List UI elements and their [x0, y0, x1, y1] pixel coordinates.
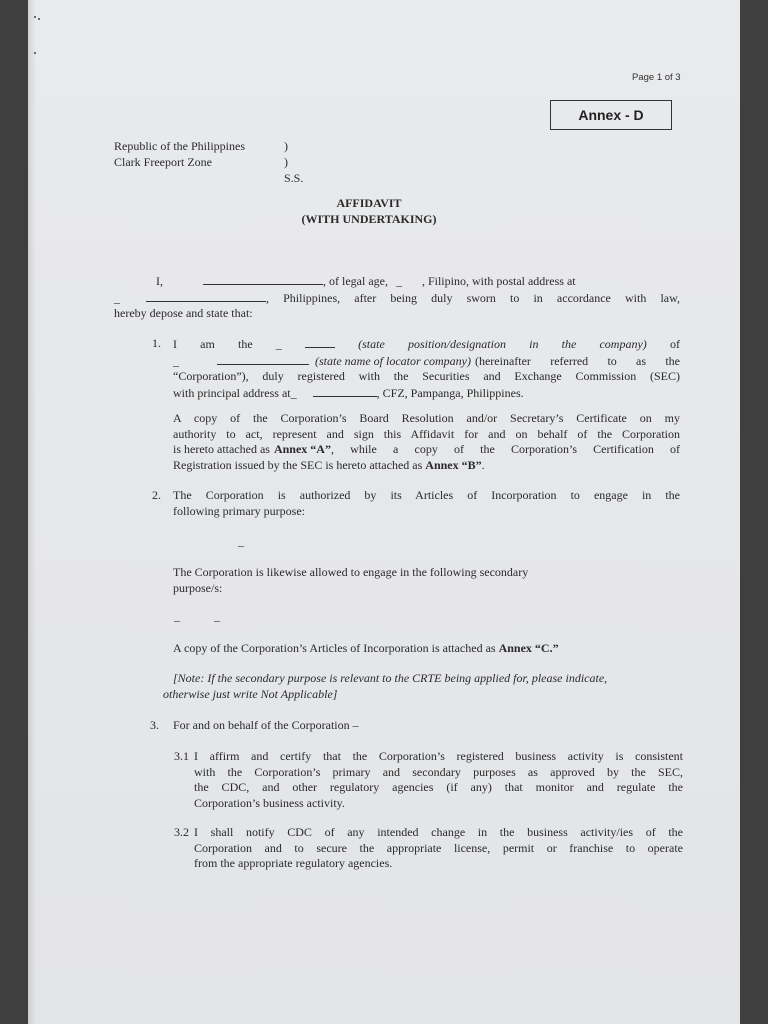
page-number: Page 1 of 3: [632, 72, 681, 83]
annex-label: [550, 100, 672, 130]
document-page: [28, 0, 740, 1024]
scan-speck: [34, 52, 36, 54]
item1-instruction: (state name of locator company): [315, 353, 471, 368]
venue-country: Republic of the Philippines: [114, 139, 245, 153]
annex-label-text: Annex - D: [578, 107, 644, 123]
item3-1-paragraph: [194, 749, 683, 811]
document-title: AFFIDAVIT: [336, 196, 402, 210]
position-blank: [305, 336, 335, 348]
venue-ss: ) S.S.: [284, 155, 304, 185]
item1-text: (hereinafter referred to as the: [474, 353, 680, 368]
annex-c-ref: Annex “C.”: [498, 641, 559, 655]
intro-paragraph: I, , of legal age, _ , Filipino, with postal address at _ , Philippines, after being duly sworn to in accordance with law, hereby depose and state that:: [114, 274, 680, 320]
item2-text: following primary purpose:: [173, 503, 305, 518]
item1-instruction: position/designation: [407, 337, 506, 351]
item-number: 3.: [150, 718, 159, 732]
item1-text: of: [669, 337, 680, 351]
item1-text: I: [173, 337, 177, 351]
item3-2-paragraph: [194, 825, 683, 872]
item1-text: , while a copy of the Corporation’s Certification of: [330, 442, 680, 456]
primary-purpose-dash: –: [238, 538, 244, 552]
annex-b-ref: Annex “B”: [425, 457, 482, 472]
annex-a-ref: Annex “A”: [273, 442, 331, 456]
company-blank: [217, 353, 309, 365]
item1-instruction: in: [529, 337, 539, 351]
articles-copy-line: [173, 641, 559, 657]
item1-text: “Corporation”), duly registered with the Securities and Exchange Commission (SEC): [173, 369, 680, 383]
subitem-number: 3.2: [174, 825, 189, 839]
item1-text: A copy of the Corporation’s Board Resolution and/or Secretary’s Certificate on my: [173, 411, 680, 425]
scan-speck: [34, 16, 36, 18]
item1-paragraph: I am the _ (state position/designation in the company) of _ (state name of locator company) (hereinafter referred to as the “Corporation”), duly registered with the Securities and Exchange Commission (SEC) with principal address at _ , CFZ, Pampanga, Philippines. A copy of the Corporation’s Board Resolution and/or Secretary’s Certificate on my authority to act, represent and sign this Affidavit for and on behalf of the Corporation is hereto attached as Annex “A” , while a copy of the Corporation’s Certification of Registration issued by the SEC is hereto attached as Annex “B”.: [173, 337, 680, 472]
name-blank: [203, 273, 323, 285]
intro-text: I,: [156, 274, 163, 288]
subitem-number: 3.1: [174, 749, 189, 763]
item2-text: The Corporation is likewise allowed to engage in the following secondary: [173, 565, 529, 579]
item2-text: A copy of the Corporation’s Articles of Incorporation is attached as: [173, 641, 496, 655]
note-text: otherwise just write Not Applicable]: [163, 686, 338, 701]
item3-text: the CDC, and other regulatory agencies (if any) that monitor and regulate the: [194, 780, 683, 794]
intro-text: hereby depose and state that:: [114, 306, 253, 320]
note-paragraph: [163, 671, 683, 702]
item2-paragraph: [173, 488, 680, 519]
item3-text: I affirm and certify that the Corporation’s registered business activity is consistent: [194, 749, 683, 763]
principal-address-blank: [313, 385, 377, 397]
venue-zone: Clark Freeport Zone: [114, 155, 212, 169]
document-subtitle: (WITH UNDERTAKING): [301, 212, 437, 226]
item-number: 1.: [152, 336, 161, 350]
item1-text: .: [481, 457, 485, 472]
secondary-purpose-paragraph: [173, 565, 613, 596]
item3-text: I shall notify CDC of any intended change in the business activity/ies of the: [194, 825, 683, 839]
item1-text: authority to act, represent and sign this Affidavit for and on behalf of the Corporation: [173, 426, 680, 441]
intro-text: , of legal age,: [323, 274, 388, 288]
item1-text: , CFZ, Pampanga, Philippines.: [376, 385, 524, 400]
address-blank: [146, 290, 266, 302]
secondary-purpose-dash: –: [214, 613, 220, 627]
intro-text: , Philippines, after being duly sworn to in accordance with law,: [266, 290, 680, 305]
item1-instruction: company): [599, 337, 647, 351]
item3-text: with the Corporation’s primary and secondary purposes as approved by the SEC,: [194, 764, 683, 779]
item1-instruction: (state: [358, 337, 385, 351]
secondary-purpose-dash: –: [174, 613, 180, 627]
item3-intro: For and on behalf of the Corporation –: [173, 718, 359, 732]
venue-block: [114, 138, 304, 185]
item-number: 2.: [152, 488, 161, 502]
intro-text: , Filipino, with postal address at: [421, 274, 576, 288]
item3-text: Corporation’s business activity.: [194, 795, 345, 810]
item3-text: from the appropriate regulatory agencies.: [194, 856, 393, 870]
item1-text: with principal address at: [173, 385, 291, 400]
item1-text: the: [237, 337, 253, 351]
scan-speck: [38, 18, 40, 20]
item2-text: The Corporation is authorized by its Articles of Incorporation to engage in the: [173, 488, 680, 502]
item1-instruction: the: [561, 337, 577, 351]
venue-bracket: ): [284, 139, 288, 153]
note-text: [Note: If the secondary purpose is relevant to the CRTE being applied for, please indicate,: [173, 671, 608, 685]
item1-text: am: [200, 337, 215, 351]
item2-text: purpose/s:: [173, 580, 223, 595]
item3-text: Corporation and to secure the appropriate license, permit or franchise to operate: [194, 840, 683, 855]
item1-text: is hereto attached as: [173, 442, 270, 456]
item1-text: Registration issued by the SEC is hereto attached as: [173, 457, 423, 472]
